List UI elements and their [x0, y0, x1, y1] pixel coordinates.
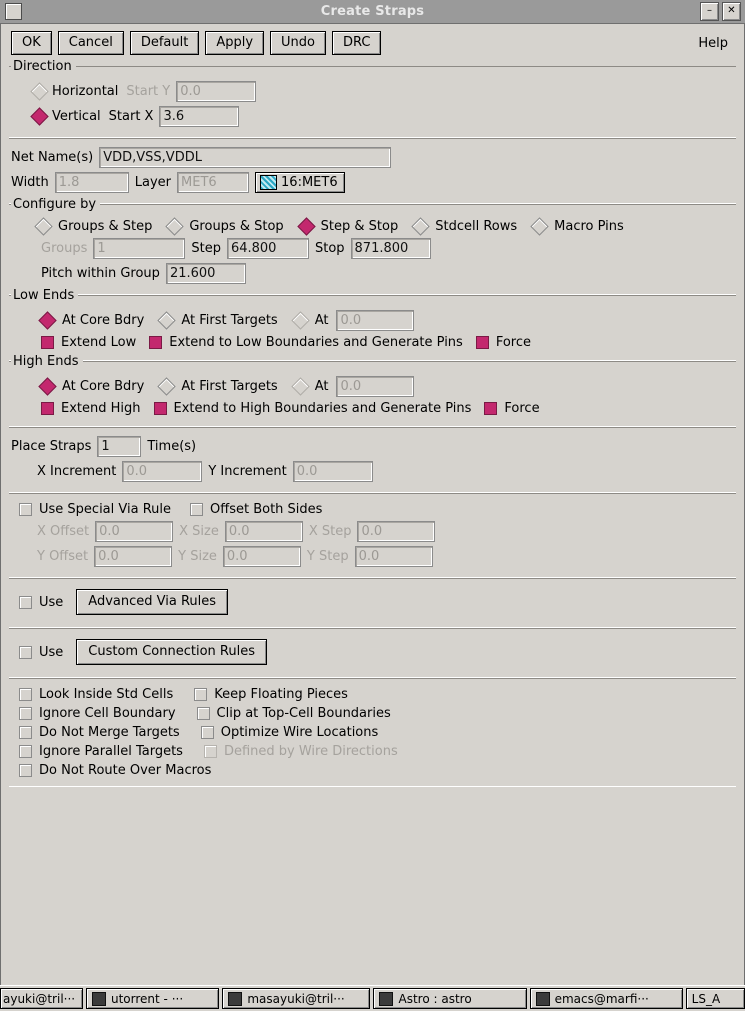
low-at-label: At — [314, 313, 329, 328]
close-icon[interactable]: ✕ — [722, 2, 741, 21]
via-x-row — [9, 519, 736, 544]
net-name-row — [9, 145, 736, 170]
high-ends-position-row — [9, 374, 736, 399]
groups-label: Groups — [41, 241, 88, 256]
vertical-label: Vertical — [52, 109, 101, 124]
x-size-input[interactable]: 0.0 — [225, 521, 303, 542]
look-inside-std-cells-checkbox[interactable] — [19, 688, 32, 701]
use-special-via-rule-label: Use Special Via Rule — [39, 502, 172, 517]
minimize-icon[interactable]: – — [700, 2, 719, 21]
low-ends-position-row — [9, 308, 736, 333]
direction-horizontal-row — [33, 79, 736, 104]
configure-group-title: Configure by — [11, 197, 100, 212]
do-not-merge-targets-checkbox[interactable] — [19, 726, 32, 739]
custom-connection-rules-group — [9, 628, 736, 678]
configure-groups-stop-radio[interactable] — [166, 217, 184, 235]
optimize-wire-locations-label: Optimize Wire Locations — [220, 725, 379, 740]
high-at-first-targets-label: At First Targets — [181, 379, 278, 394]
y-offset-input[interactable]: 0.0 — [94, 546, 172, 567]
defined-by-wire-directions-checkbox[interactable] — [204, 745, 217, 758]
low-at-core-bdry-radio[interactable] — [38, 311, 56, 329]
keep-floating-pieces-label: Keep Floating Pieces — [214, 687, 348, 702]
net-name-input[interactable]: VDD,VSS,VDDL — [99, 147, 391, 168]
x-size-label: X Size — [179, 524, 219, 539]
do-not-merge-targets-label: Do Not Merge Targets — [39, 725, 180, 740]
use-advanced-via-rules-checkbox[interactable] — [19, 596, 32, 609]
look-inside-std-cells-label: Look Inside Std Cells — [39, 687, 174, 702]
configure-groups-step-label: Groups & Step — [58, 219, 153, 234]
use-custom-connection-rules-checkbox[interactable] — [19, 646, 32, 659]
help-link[interactable]: Help — [698, 35, 728, 51]
step-label: Step — [191, 241, 221, 256]
y-step-input[interactable]: 0.0 — [355, 546, 433, 567]
app-icon — [92, 992, 106, 1006]
y-size-label: Y Size — [178, 549, 217, 564]
low-at-core-bdry-label: At Core Bdry — [62, 313, 145, 328]
direction-vertical-row — [33, 104, 736, 129]
step-input[interactable]: 64.800 — [227, 238, 309, 259]
configure-values-row — [9, 236, 736, 261]
y-step-label: Y Step — [306, 549, 349, 564]
use-special-via-rule-checkbox[interactable] — [19, 503, 32, 516]
low-at-input[interactable]: 0.0 — [336, 310, 414, 331]
taskbar-item-label: emacs@marfi··· — [554, 991, 649, 1006]
use-advanced-via-rules-label: Use — [39, 594, 64, 610]
stop-input[interactable]: 871.800 — [351, 238, 431, 259]
high-ends-extend-row — [9, 399, 736, 418]
options-row-1 — [9, 685, 736, 704]
low-at-radio[interactable] — [291, 311, 309, 329]
y-increment-input[interactable]: 0.0 — [293, 461, 373, 482]
configure-stdcell-rows-radio[interactable] — [412, 217, 430, 235]
taskbar — [0, 985, 745, 1011]
app-icon — [536, 992, 550, 1006]
x-increment-input[interactable]: 0.0 — [122, 461, 202, 482]
pitch-input[interactable]: 21.600 — [166, 263, 246, 284]
place-straps-label: Place Straps — [11, 439, 92, 454]
undo-button[interactable]: Undo — [270, 31, 326, 55]
optimize-wire-locations-checkbox[interactable] — [201, 726, 214, 739]
high-at-core-bdry-radio[interactable] — [38, 377, 56, 395]
taskbar-item-label: masayuki@tril··· — [247, 991, 345, 1006]
taskbar-item[interactable] — [686, 988, 745, 1009]
app-icon — [228, 992, 242, 1006]
net-group — [9, 138, 736, 204]
taskbar-item[interactable] — [86, 988, 219, 1009]
special-via-rule-row — [9, 500, 736, 519]
options-row-2 — [9, 704, 736, 723]
taskbar-item[interactable] — [373, 988, 526, 1009]
advanced-via-rules-row — [9, 585, 736, 619]
place-straps-group — [9, 427, 736, 493]
start-x-label: Start X — [108, 109, 154, 124]
high-at-label: At — [314, 379, 329, 394]
high-force-checkbox[interactable] — [484, 402, 497, 415]
configure-macro-pins-label: Macro Pins — [554, 219, 624, 234]
high-ends-group — [9, 354, 736, 427]
horizontal-label: Horizontal — [52, 84, 119, 99]
window-titlebar — [0, 0, 745, 24]
y-offset-label: Y Offset — [37, 549, 89, 564]
horizontal-radio[interactable] — [30, 82, 48, 100]
direction-group — [9, 59, 736, 138]
high-at-first-targets-radio[interactable] — [158, 377, 176, 395]
offset-both-sides-checkbox[interactable] — [190, 503, 203, 516]
options-row-4 — [9, 742, 736, 761]
configure-group — [9, 197, 736, 295]
defined-by-wire-directions-label: Defined by Wire Directions — [223, 744, 398, 759]
configure-groups-stop-label: Groups & Stop — [189, 219, 284, 234]
options-row-3 — [9, 723, 736, 742]
pitch-label: Pitch within Group — [41, 266, 160, 281]
low-force-checkbox[interactable] — [476, 336, 489, 349]
app-icon — [379, 992, 393, 1006]
dialog-action-bar — [1, 24, 744, 62]
layer-select-label: 16:MET6 — [281, 175, 338, 190]
vertical-radio[interactable] — [30, 107, 48, 125]
place-times-label: Time(s) — [147, 439, 197, 454]
low-ends-group-title: Low Ends — [11, 288, 78, 303]
width-layer-row — [9, 170, 736, 195]
stop-label: Stop — [314, 241, 345, 256]
window-title: Create Straps — [320, 4, 425, 19]
configure-options-row — [9, 217, 736, 236]
x-offset-label: X Offset — [37, 524, 90, 539]
keep-floating-pieces-checkbox[interactable] — [194, 688, 207, 701]
do-not-route-over-macros-checkbox[interactable] — [19, 764, 32, 777]
high-at-core-bdry-label: At Core Bdry — [62, 379, 145, 394]
x-step-input[interactable]: 0.0 — [357, 521, 435, 542]
configure-stdcell-rows-label: Stdcell Rows — [435, 219, 518, 234]
taskbar-item[interactable] — [530, 988, 683, 1009]
taskbar-item[interactable] — [0, 988, 83, 1009]
x-increment-label: X Increment — [37, 464, 117, 479]
net-name-label: Net Name(s) — [11, 150, 94, 165]
configure-macro-pins-radio[interactable] — [530, 217, 548, 235]
default-button[interactable]: Default — [130, 31, 200, 55]
layer-input[interactable]: MET6 — [177, 172, 249, 193]
high-at-input[interactable]: 0.0 — [336, 376, 414, 397]
special-via-rule-group — [9, 493, 736, 578]
high-force-label: Force — [504, 401, 540, 416]
low-force-label: Force — [495, 335, 532, 350]
offset-both-sides-label: Offset Both Sides — [210, 502, 323, 517]
start-y-input[interactable]: 0.0 — [176, 81, 256, 102]
layer-label: Layer — [134, 175, 172, 190]
clip-at-top-cell-boundaries-label: Clip at Top-Cell Boundaries — [216, 706, 391, 721]
direction-group-title: Direction — [11, 59, 76, 74]
x-step-label: X Step — [308, 524, 352, 539]
clip-at-top-cell-boundaries-checkbox[interactable] — [197, 707, 210, 720]
taskbar-item-label: Astro : astro — [398, 991, 472, 1006]
ignore-parallel-targets-label: Ignore Parallel Targets — [39, 744, 183, 759]
extend-low-checkbox[interactable] — [41, 336, 54, 349]
high-ends-group-title: High Ends — [11, 354, 83, 369]
configure-step-stop-radio[interactable] — [297, 217, 315, 235]
extend-high-checkbox[interactable] — [41, 402, 54, 415]
high-at-radio[interactable] — [291, 377, 309, 395]
configure-groups-step-radio[interactable] — [34, 217, 52, 235]
cancel-button[interactable]: Cancel — [58, 31, 124, 55]
start-y-label: Start Y — [126, 84, 171, 99]
via-y-row — [9, 544, 736, 569]
advanced-via-rules-group — [9, 578, 736, 628]
width-label: Width — [11, 175, 49, 190]
window-controls — [700, 2, 745, 21]
options-row-5 — [9, 761, 736, 780]
taskbar-item-label: LS_A — [691, 991, 721, 1006]
apply-button[interactable]: Apply — [205, 31, 264, 55]
taskbar-item-label: utorrent - ··· — [111, 991, 184, 1006]
layer-select-button[interactable] — [255, 172, 345, 193]
extend-high-boundaries-checkbox[interactable] — [154, 402, 167, 415]
extend-low-label: Extend Low — [61, 335, 137, 350]
layer-color-swatch-icon — [260, 175, 277, 190]
place-times-input[interactable]: 1 — [97, 436, 141, 457]
taskbar-item[interactable] — [222, 988, 370, 1009]
width-input[interactable]: 1.8 — [55, 172, 129, 193]
extend-high-label: Extend High — [61, 401, 141, 416]
ok-button[interactable]: OK — [11, 31, 52, 55]
ignore-cell-boundary-checkbox[interactable] — [19, 707, 32, 720]
x-offset-input[interactable]: 0.0 — [95, 521, 173, 542]
drc-button[interactable]: DRC — [332, 31, 381, 55]
do-not-route-over-macros-label: Do Not Route Over Macros — [39, 763, 212, 778]
increment-row — [9, 459, 736, 484]
extend-low-boundaries-label: Extend to Low Boundaries and Generate Pins — [169, 335, 463, 350]
groups-input[interactable]: 1 — [93, 238, 185, 259]
low-at-first-targets-label: At First Targets — [181, 313, 278, 328]
advanced-via-rules-button[interactable]: Advanced Via Rules — [76, 589, 228, 615]
y-size-input[interactable]: 0.0 — [223, 546, 301, 567]
start-x-input[interactable]: 3.6 — [159, 106, 239, 127]
low-ends-group — [9, 288, 736, 361]
ignore-parallel-targets-checkbox[interactable] — [19, 745, 32, 758]
taskbar-item-label: ayuki@tril··· — [3, 991, 76, 1006]
place-straps-row — [9, 434, 736, 459]
use-custom-connection-rules-label: Use — [39, 644, 64, 660]
ignore-cell-boundary-label: Ignore Cell Boundary — [39, 706, 176, 721]
custom-connection-rules-row — [9, 635, 736, 669]
options-group — [9, 678, 736, 787]
custom-connection-rules-button[interactable]: Custom Connection Rules — [76, 639, 267, 665]
extend-high-boundaries-label: Extend to High Boundaries and Generate Pins — [173, 401, 472, 416]
configure-step-stop-label: Step & Stop — [320, 219, 399, 234]
low-at-first-targets-radio[interactable] — [158, 311, 176, 329]
pitch-row — [9, 261, 736, 286]
dialog-body — [0, 24, 745, 986]
y-increment-label: Y Increment — [208, 464, 287, 479]
extend-low-boundaries-checkbox[interactable] — [149, 336, 162, 349]
low-ends-extend-row — [9, 333, 736, 352]
